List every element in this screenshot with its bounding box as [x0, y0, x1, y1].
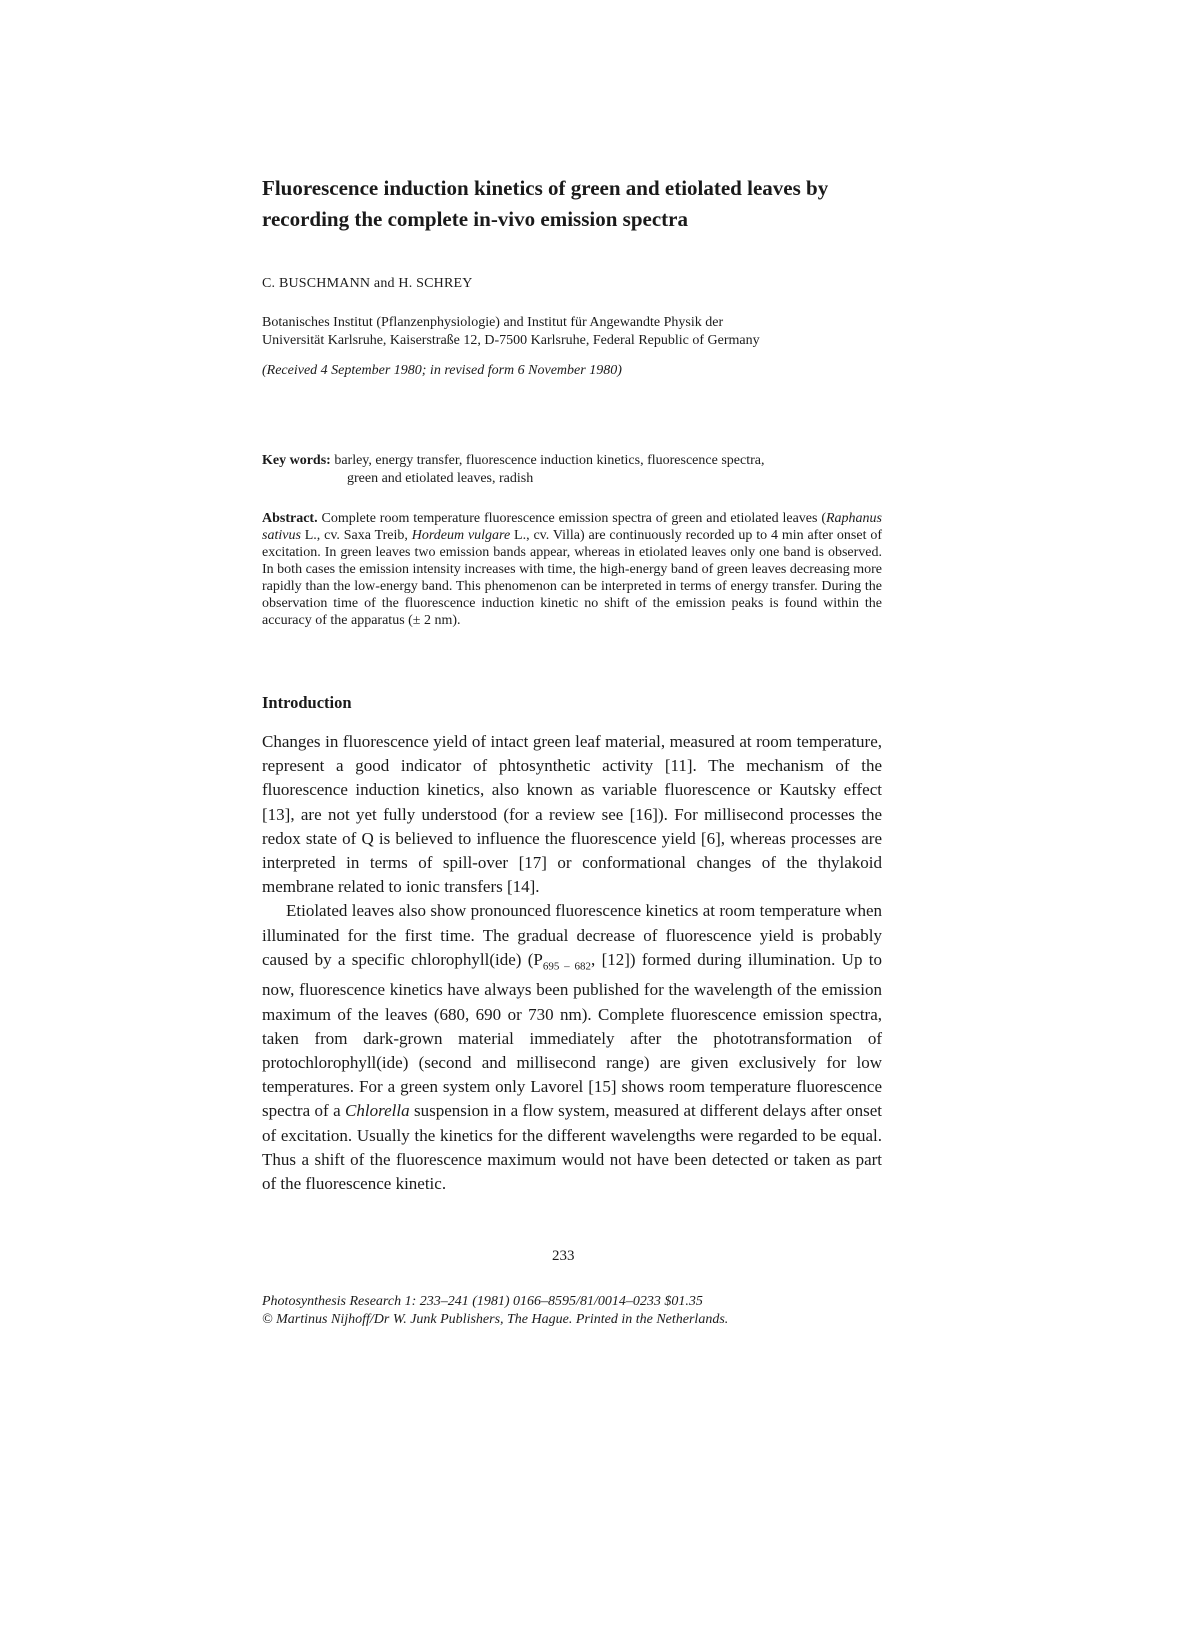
page-number: 233	[552, 1248, 575, 1264]
affiliation-line-2: Universität Karlsruhe, Kaiserstraße 12, D-7500 Karlsruhe, Federal Republic of Germany	[262, 333, 760, 348]
intro-p2-organism: Chlorella	[345, 1101, 410, 1121]
authors: C. BUSCHMANN and H. SCHREY	[262, 276, 473, 291]
abstract-label: Abstract.	[262, 511, 318, 526]
keywords-label: Key words:	[262, 453, 335, 468]
intro-p2-text-2: , [12]) formed during illumination. Up to now, fluorescence kinetics have always been published for the wavelength of the emission maximum of the leaves (680, 690 or 730 nm). Complete fluorescence emission spectra, taken from dark-grown material immediately after the phototransformation of protochlorophyll(ide) (second and millisecond range) are given exclusively for low temperatures. For a green system only Lavorel [15] shows room temperature fluorescence spectra of a	[262, 949, 883, 1121]
paper-title	[262, 173, 882, 235]
journal-footer	[262, 1293, 882, 1329]
title-line-2: recording the complete in-vivo emission spectra	[262, 207, 688, 231]
keywords-line-1: barley, energy transfer, fluorescence induction kinetics, fluorescence spectra,	[334, 453, 765, 468]
footer-citation: Photosynthesis Research 1: 233–241 (1981) 0166–8595/81/0014–0233 $01.35	[262, 1294, 703, 1309]
intro-paragraph-1: Changes in fluorescence yield of intact green leaf material, measured at room temperature, represent a good indicator of phtosynthetic activity [11]. The mechanism of the fluorescence induction kinetics, also known as variable fluorescence or Kautsky effect [13], are not yet fully understood (for a review see [16]). For millisecond processes the redox state of Q is believed to influence the fluorescence yield [6], whereas processes are interpreted in terms of spill-over [17] or conformational changes of the thylakoid membrane related to ionic transfers [14].	[262, 732, 882, 897]
abstract-text-3: L., cv. Villa) are continuously recorded up to 4 min after onset of excitation. In green leaves two emission bands appear, whereas in etiolated leaves only one band is observed. In both cases the emission intensity increases with time, the high-energy band of green leaves decreasing more rapidly than the low-energy band. This phenomenon can be interpreted in terms of energy transfer. During the observation time of the fluorescence induction kinetic no shift of the emission peaks is found within the accuracy of the apparatus (± 2 nm).	[262, 528, 882, 628]
received-dates: (Received 4 September 1980; in revised form 6 November 1980)	[262, 363, 622, 378]
intro-p2-text-1: Etiolated leaves also show pronounced fluorescence kinetics at room temperature when illuminated for the first time. The gradual decrease of fluorescence yield is probably caused by a specific chlorophyll(ide) (P	[262, 901, 882, 969]
footer-copyright: © Martinus Nijhoff/Dr W. Junk Publishers, The Hague. Printed in the Netherlands.	[262, 1312, 729, 1327]
affiliation-line-1: Botanisches Institut (Pflanzenphysiologie) and Institut für Angewandte Physik der	[262, 315, 724, 330]
intro-p2-subscript: 695 – 682	[542, 960, 592, 973]
section-heading-introduction: Introduction	[262, 693, 352, 712]
introduction-body	[262, 730, 882, 1196]
abstract-text-2: L., cv. Saxa Treib,	[300, 528, 412, 543]
species-name-2: Hordeum vulgare	[411, 528, 511, 543]
abstract	[262, 510, 882, 629]
intro-paragraph-2	[262, 899, 882, 1196]
affiliation	[262, 314, 882, 350]
title-line-1: Fluorescence induction kinetics of green and etiolated leaves by	[262, 176, 829, 200]
intro-p2-text-3: suspension in a flow system, measured at different delays after onset of excitation. Usually the kinetics for the different wavelengths were regarded to be equal. Thus a shift of the fluorescence maximum would not have been detected or taken as part of the fluorescence kinetic.	[262, 1101, 882, 1194]
species-name-1: Raphanus sativus	[262, 511, 882, 543]
keywords	[262, 452, 882, 488]
keywords-line-2: green and etiolated leaves, radish	[347, 471, 534, 486]
abstract-text-1: Complete room temperature fluorescence emission spectra of green and etiolated leaves (	[317, 511, 826, 526]
